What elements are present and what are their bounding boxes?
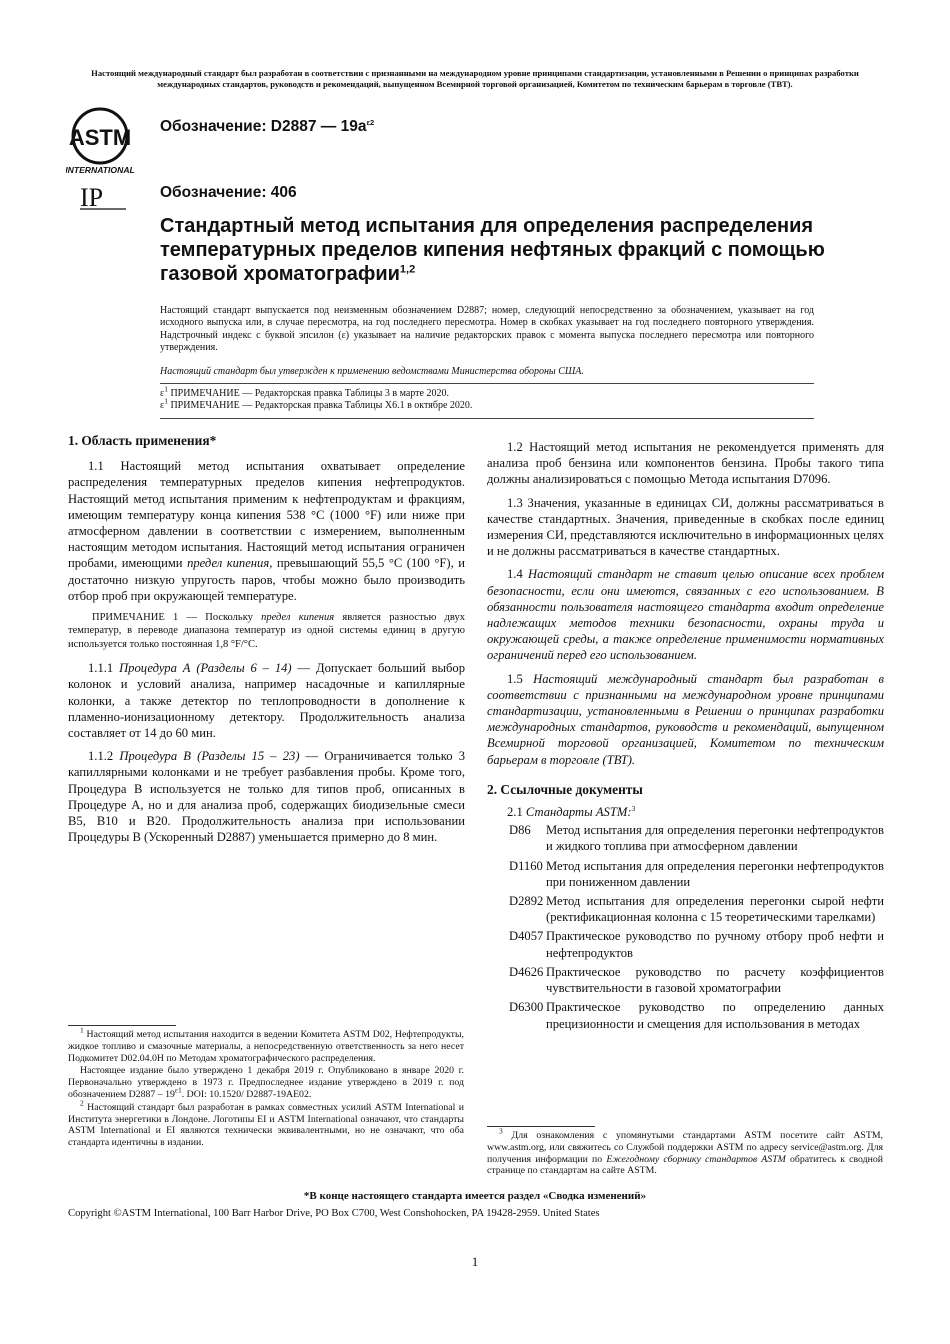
section-2-heading: 2. Ссылочные документы — [487, 781, 643, 797]
para-1-1-2: 1.1.2 Процедура В (Разделы 15 – 23) — Ограничивается только 3 капиллярными колонками и не требует разбавления пробы. Кроме того, Процедура В используется не только для типов проб, описанных в Процедуре А, но и для анализа проб, содержащих биодизельные смеси В5, В10 и В20. Продолжительность анализа при использовании Процедуры В (Ускоренный D2887) уменьшается примерно до 8 мин. — [68, 749, 465, 845]
rule-divider — [160, 418, 814, 419]
edit-note-2: $\varepsilon^1$ ПРИМЕЧАНИЕ — Редакторская правка Таблицы X6.1 в октябре 2020. — [160, 397, 473, 412]
footnote-1: $^1$ Настоящий метод испытания находится в ведении Комитета ASTM D02, Нефтепродукты, жидкое топливо и смазочные материалы, а непосредственную ответственность за него несет Подкомитет D02.04.0H по Методам хроматографического распределения. — [68, 1025, 464, 1064]
footnote-rule — [487, 1126, 595, 1127]
para-1-3: 1.3 Значения, указанные в единицах СИ, должны рассматриваться в качестве стандартных. Значения, приведенные в скобках после единиц измерения СИ, представляются исключительно в информационных целях и не должны рассматриваться в качестве стандартных. — [487, 495, 884, 559]
ip-logo — [78, 182, 128, 212]
rule-divider — [160, 383, 814, 384]
edit-note-1: $\varepsilon^1$ ПРИМЕЧАНИЕ — Редакторская правка Таблицы 3 в марте 2020. — [160, 384, 449, 399]
top-notice: Настоящий международный стандарт был разработан в соответствии с признанными на международном уровне принципами стандартизации, установленными в Решении о принципах разработки международных стандартов, руководств и рекомендаций, выпущенном Всемирной торговой организацией, Комитетом по техническим барьерам в торговле (ТВТ). — [91, 68, 859, 89]
svg-text:ASTM: ASTM — [68, 125, 132, 150]
reference-item: D1160 Метод испытания для определения перегонки нефтепродуктов при пониженном давлении — [509, 858, 884, 889]
page-number: 1 — [471, 1254, 479, 1269]
document-title: Стандартный метод испытания для определения распределения температурных пределов кипения нефтяных фракций с помощью газовой хроматографии$^{1,2}$ — [160, 215, 825, 285]
footnote-rule — [68, 1025, 176, 1026]
reference-item: D86 Метод испытания для определения перегонки нефтепродуктов и жидкого топлива при атмосферном давлении — [509, 823, 884, 854]
designation-secondary: Обозначение: 406 — [160, 184, 297, 201]
para-1-1-1: 1.1.1 Процедура А (Разделы 6 – 14) — Допускает больший выбор колонок и условий анализа, например насадочные и капиллярные колонки, а также детектор по теплопроводности в дополнение к пламенно-ионизационному детектору. Продолжительность анализа составляет от 14 до 60 мин. — [68, 661, 466, 741]
footnote-2: $^2$ Настоящий стандарт был разработан в рамках совместных усилий ASTM International и Института энергетики в Лондоне. Логотипы EI и ASTM International означают, что стандарты ASTM International и EI являются технически эквивалентными, но не означают, что оба стандарта идентичны в издании. — [68, 1098, 464, 1149]
footnote-1-continued: Настоящее издание было утверждено 1 декабря 2019 г. Опубликовано в январе 2020 г. Первоначально утверждено в 1973 г. Предпоследнее издание утверждено в 2019 г. под обозначением $D2887 - 19^{\varepsilon 1}$. DOI: 10.1520/ D2887-19AE02. — [68, 1065, 464, 1100]
svg-text:IP: IP — [80, 183, 104, 212]
para-1-2: 1.2 Настоящий метод испытания не рекомендуется применять для анализа проб бензина или компонентов бензина. Пробы такого типа должны анализироваться с помощью Метода испытания D7096. — [487, 440, 884, 487]
section-1-heading: 1. Область применения* — [68, 433, 217, 448]
reference-item: D4057 Практическое руководство по ручному отбору проб нефти и нефтепродуктов — [509, 929, 884, 960]
footnote-3: $^3$ Для ознакомления с упомянутыми стандартами ASTM посетите сайт ASTM, www.astm.org, или свяжитесь со Службой поддержки ASTM по адресу service@astm.org. Для получения информации по Ежегодному сборнику стандартов ASTM обратитесь к сводной странице по стандартам на сайте ASTM. — [487, 1126, 884, 1177]
designation-primary: Обозначение: D2887 — $19a^{\varepsilon 2}$ — [160, 117, 375, 135]
astm-logo — [66, 106, 146, 176]
left-column — [68, 433, 465, 852]
editorial-notes — [160, 384, 473, 413]
approval-note: Настоящий стандарт был утвержден к применению ведомствами Министерства обороны США. — [160, 366, 584, 377]
footnotes-left — [68, 1025, 464, 1150]
note-1: ПРИМЕЧАНИЕ 1 — Поскольку предел кипения является разностью двух температур, в переводе диапазона температур из одной системы единиц в другую используется только постоянная 1,8 °F/°C. — [68, 612, 465, 650]
reference-item: D6300 Практическое руководство по определению данных прецизионности и смещения для использования в методах — [509, 1000, 884, 1031]
right-column — [487, 439, 884, 1035]
para-1-5: 1.5 Настоящий международный стандарт был разработан в соответствии с признанными на международном уровне принципами стандартизации, установленными в Решении о принципах разработки международных стандартов, руководств и рекомендаций, выпущенном Всемирной торговой организацией, Комитетом по техническим барьерам в торговле (ТВТ). — [487, 671, 884, 767]
intro-paragraph: Настоящий стандарт выпускается под неизменным обозначением D2887; номер, следующий непосредственно за обозначением, указывает на год исходного выпуска или, в случае пересмотра, на год последнего пересмотра. Номер в скобках указывает на год последнего повторного утверждения. Надстрочный индекс с буквой эпсилон (ε) указывает на наличие редакторских правок с момента выпуска последнего пересмотра или повторного утверждения. — [160, 305, 814, 354]
copyright: Copyright ©ASTM International, 100 Barr Harbor Drive, PO Box C700, West Conshohocken, PA 19428-2959. United States — [68, 1208, 600, 1219]
svg-text:INTERNATIONAL: INTERNATIONAL — [66, 165, 135, 175]
section-2-1: 2.1 Стандарты ASTM:$^3$ — [507, 803, 636, 820]
para-1-1: 1.1 Настоящий метод испытания охватывает определение распределения температурных пределов кипения нефтепродуктов. Настоящий метод испытания применим к нефтепродуктам и фракциям, имеющим температуру конца кипения 538 °C (1000 °F) или ниже при атмосферном давлении в соответствии с измерением, выполненным настоящим методом испытания. Настоящий метод испытания ограничен пробами, имеющими предел кипения, превышающий 55,5 °C (100 °F), и достаточно низкую упругость паров, чтобы можно было производить отбор проб при окружающей температуре. — [68, 459, 465, 603]
reference-item: D2892 Метод испытания для определения перегонки сырой нефти (ректификационная колонна с 15 теоретическими тарелками) — [509, 894, 884, 925]
para-1-4: 1.4 Настоящий стандарт не ставит целью описание всех проблем безопасности, если они имеются, связанных с его использованием. В обязанности пользователя настоящего стандарта входит определение надлежащих методов техники безопасности, охраны труда и окружающей среды, а также определение применимости нормативных ограничений перед его использованием. — [487, 567, 884, 663]
reference-item: D4626 Практическое руководство по расчету коэффициентов чувствительности в газовой хроматографии — [509, 964, 884, 996]
summary-of-changes-note: *В конце настоящего стандарта имеется раздел «Сводка изменений» — [303, 1190, 647, 1202]
reference-list — [487, 822, 884, 1031]
